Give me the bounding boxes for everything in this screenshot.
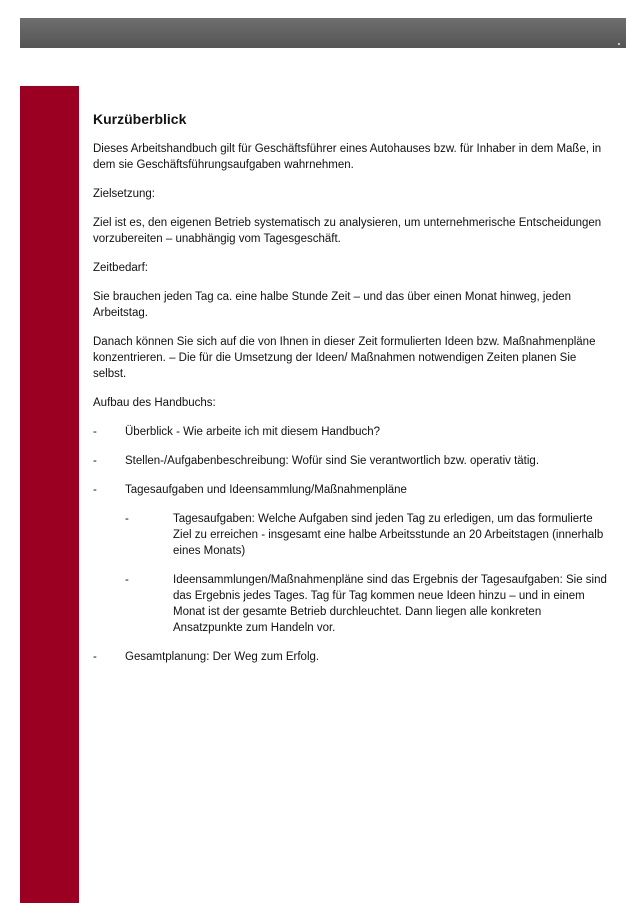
list-item-text: Überblick - Wie arbeite ich mit diesem Handbuch? (125, 426, 381, 438)
goal-paragraph: Ziel ist es, den eigenen Betrieb systematisch zu analysieren, um unternehmerische Entscheidungen vorzubereiten – unabhängig vom Tagesgeschäft. (93, 217, 602, 245)
bullet-marker: - (93, 651, 97, 663)
structure-heading: Aufbau des Handbuchs: (93, 397, 216, 409)
list-item (93, 649, 608, 665)
time-heading: Zeitbedarf: (93, 262, 148, 274)
sub-list-item-text: Ideensammlungen/Maßnahmenpläne sind das Ergebnis der Tagesaufgaben: Sie sind das Ergebnis jedes Tages. Tag für Tag kommen neue Ideen hinzu – und in einem Monat ist der gesamte Betrieb durchleuchtet. Dann liegen alle konkreten Ansatzpunkte zum Handeln vor. (173, 574, 607, 634)
header-bar (20, 18, 626, 48)
sub-list-item (93, 511, 608, 559)
list-item (93, 482, 608, 498)
bullet-marker: - (93, 426, 97, 438)
side-accent-bar (20, 86, 79, 903)
list-item-text: Tagesaufgaben und Ideensammlung/Maßnahmenpläne (125, 484, 407, 496)
sub-list-item (93, 572, 608, 636)
list-item (93, 453, 608, 469)
header-bar-mark (618, 43, 620, 45)
list-item-text: Stellen-/Aufgabenbeschreibung: Wofür sind Sie verantwortlich bzw. operativ tätig. (125, 455, 540, 467)
focus-paragraph: Danach können Sie sich auf die von Ihnen in dieser Zeit formulierten Ideen bzw. Maßnahmenpläne konzentrieren. – Die für die Umsetzung der Ideen/ Maßnahmen notwendigen Zeiten planen Sie selbst. (93, 336, 596, 380)
bullet-marker: - (125, 513, 129, 525)
list-item-text: Gesamtplanung: Der Weg zum Erfolg. (125, 651, 320, 663)
page-title: Kurzüberblick (93, 111, 187, 127)
bullet-marker: - (93, 455, 97, 467)
bullet-marker: - (125, 574, 129, 586)
sub-list-item-text: Tagesaufgaben: Welche Aufgaben sind jeden Tag zu erledigen, um das formulierte Ziel zu erreichen - insgesamt eine halbe Arbeitsstunde an 20 Arbeitstagen (innerhalb eines Monats) (173, 513, 604, 557)
bullet-marker: - (93, 484, 97, 496)
time-paragraph: Sie brauchen jeden Tag ca. eine halbe Stunde Zeit – und das über einen Monat hinweg, jeden Arbeitstag. (93, 291, 572, 319)
list-item (93, 424, 608, 440)
goal-heading: Zielsetzung: (93, 188, 156, 200)
intro-paragraph: Dieses Arbeitshandbuch gilt für Geschäftsführer eines Autohauses bzw. für Inhaber in dem Maße, in dem sie Geschäftsführungsaufgaben wahrnehmen. (93, 143, 602, 171)
document-body (93, 110, 608, 678)
